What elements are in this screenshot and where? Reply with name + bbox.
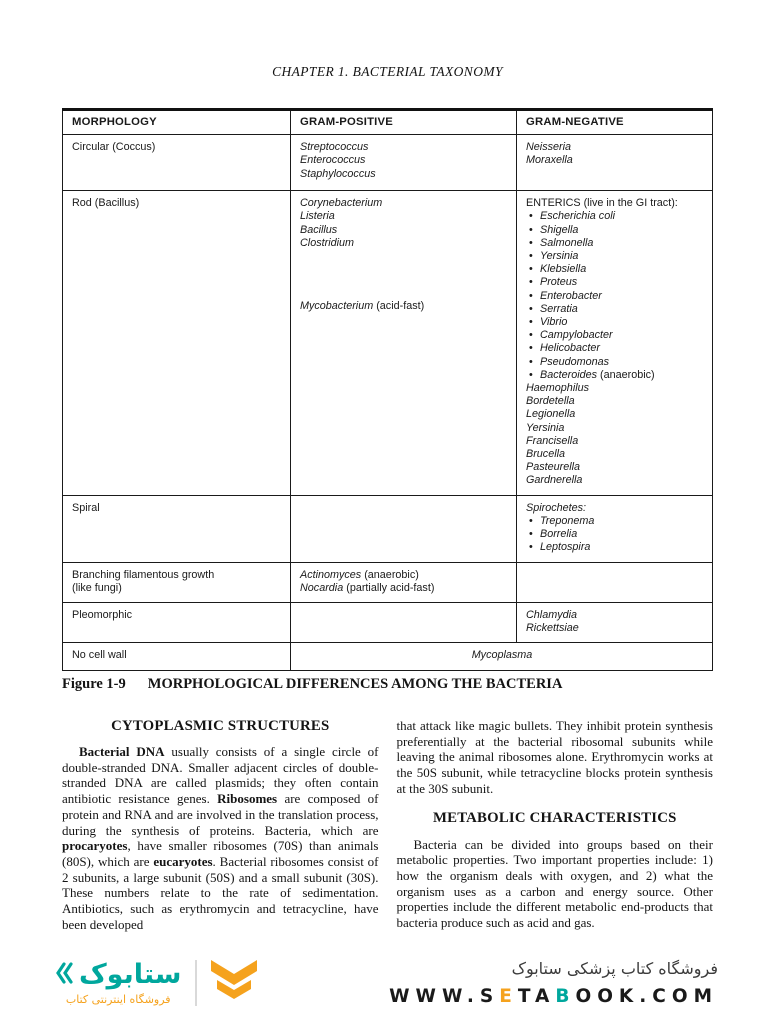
cell-gram-negative (517, 603, 713, 643)
divider (195, 960, 197, 1006)
genus: Pasteurella (526, 461, 581, 474)
column-header-gram-positive: GRAM-POSITIVE (291, 110, 517, 135)
list-item: • Leptospira (526, 541, 704, 554)
cell-gram-negative (517, 191, 713, 495)
figure-title: MORPHOLOGICAL DIFFERENCES AMONG THE BACTERIA (147, 676, 563, 692)
list-item: • Vibrio (526, 316, 704, 329)
genus: Rickettsiae (526, 622, 579, 635)
body-text (62, 718, 713, 932)
list-item: • Escherichia coli (526, 210, 704, 223)
logo-wordmark: ستابوک (79, 959, 182, 990)
cell-gram-positive (291, 603, 517, 643)
website-url: WWW.SETABOOK.COM (389, 986, 718, 1007)
list-item: • Treponema (526, 515, 704, 528)
table-row-spiral (63, 495, 713, 562)
right-column (397, 718, 714, 932)
cell-gram-positive (291, 135, 517, 191)
store-title: فروشگاه کتاب پزشکی ستابوک (511, 959, 718, 978)
genus: Staphylococcus (300, 167, 376, 180)
genus: Gardnerella (526, 474, 583, 487)
genus: Brucella (526, 448, 566, 461)
cell-gram-positive (291, 191, 517, 495)
genus: Listeria (300, 210, 335, 223)
cell-morphology: Pleomorphic (63, 603, 291, 643)
list-item: • Pseudomonas (526, 356, 704, 369)
genus: Corynebacterium (300, 197, 383, 210)
table-row-rod (63, 191, 713, 495)
genus: Chlamydia (526, 609, 578, 622)
list-item: • Campylobacter (526, 329, 704, 342)
genus: Actinomyces (anaerobic) (300, 568, 419, 581)
list-item: • Salmonella (526, 237, 704, 250)
setabook-logo (55, 958, 259, 1009)
table-row-pleomorphic (63, 603, 713, 643)
cell-morphology: Circular (Coccus) (63, 135, 291, 191)
left-column (62, 718, 379, 932)
paragraph: Bacterial DNA usually consists of a single circle of double-stranded DNA. Smaller adjacent circles of double-stranded DNA are called plasmids; they often contain antibiotic resistance genes. Ribosomes are composed of protein and RNA and are involved in the translation process, during the synthesis of proteins. Bacteria, which are procaryotes, have smaller ribosomes (70S) than animals (80S), which are eucaryotes. Bacterial ribosomes consist of 2 subunits, a large subunit (50S) and a small subunit (30S). These numbers relate to the rate of sedimentation. Antibiotics, such as erythromycin and tetracycline, have been developed (62, 744, 379, 932)
morphology-table (62, 108, 713, 671)
cell-morphology: Branching filamentous growth (like fungi) (63, 562, 291, 602)
column-header-morphology: MORPHOLOGY (63, 110, 291, 135)
list-item: • Helicobacter (526, 342, 704, 355)
cell-gram-negative (517, 562, 713, 602)
chevron-left-icon (55, 961, 73, 990)
genus: Francisella (526, 434, 579, 447)
figure-caption (62, 676, 713, 693)
genus: Yersinia (526, 421, 565, 434)
table-row-no-cell-wall (63, 643, 713, 670)
site-info (389, 959, 718, 1007)
cell-gram-positive (291, 495, 517, 562)
cell-morphology: No cell wall (63, 643, 291, 670)
list-item: • Enterobacter (526, 290, 704, 303)
genus: Neisseria (526, 141, 572, 154)
genus: Clostridium (300, 236, 354, 249)
section-heading-cytoplasmic: CYTOPLASMIC STRUCTURES (111, 718, 330, 734)
genus: Enterococcus (300, 154, 366, 167)
genus: Mycoplasma (471, 649, 533, 662)
spirochetes-heading: Spirochetes: (526, 501, 587, 514)
table-header-row (63, 110, 713, 135)
genus: Streptococcus (300, 141, 369, 154)
footer (55, 948, 718, 1018)
list-item: • Shigella (526, 224, 704, 237)
list-item: • Yersinia (526, 250, 704, 263)
paragraph: that attack like magic bullets. They inhibit protein synthesis preferentially at the bacterial ribosomal subunits while leaving the animal ribosomes alone. Erythromycin works at the 50S subunit, while tetracycline blocks protein synthesis at the 30S subunit. (396, 718, 713, 796)
genus: Nocardia (partially acid-fast) (300, 581, 435, 594)
column-header-gram-negative: GRAM-NEGATIVE (517, 110, 713, 135)
genus: Moraxella (526, 154, 573, 167)
list-item: • Borrelia (526, 528, 704, 541)
cell-gram-positive (291, 562, 517, 602)
cell-gram-negative (517, 495, 713, 562)
list-item: • Serratia (526, 303, 704, 316)
genus: Legionella (526, 408, 576, 421)
enterics-heading: ENTERICS (live in the GI tract): (526, 197, 678, 210)
figure-label: Figure 1-9 (62, 676, 126, 692)
genus: Bacillus (300, 223, 338, 236)
cell-spanning (291, 643, 713, 670)
stacked-chevrons-icon (209, 958, 259, 1009)
table-row-coccus (63, 135, 713, 191)
cell-morphology: Rod (Bacillus) (63, 191, 291, 495)
list-item: • Klebsiella (526, 263, 704, 276)
paragraph: Bacteria can be divided into groups based on their metabolic properties. Two important properties include: 1) how the organism deals with oxygen, and 2) what the organism uses as a carbon and energy source. Other properties include the different metabolic end-products that bacteria produce such as acid and gas. (396, 836, 713, 931)
cell-gram-negative (517, 135, 713, 191)
table-row-branching (63, 562, 713, 602)
section-heading-metabolic: METABOLIC CHARACTERISTICS (432, 809, 677, 826)
logo-subtitle: فروشگاه اینترنتی کتاب (65, 993, 171, 1006)
chapter-header: CHAPTER 1. BACTERIAL TAXONOMY (272, 64, 503, 79)
cell-morphology: Spiral (63, 495, 291, 562)
genus: Bordetella (526, 395, 575, 408)
genus: Haemophilus (526, 382, 590, 395)
genus: Mycobacterium (acid-fast) (300, 300, 425, 313)
list-item: • Bacteroides (anaerobic) (526, 369, 704, 382)
list-item: • Proteus (526, 276, 704, 289)
